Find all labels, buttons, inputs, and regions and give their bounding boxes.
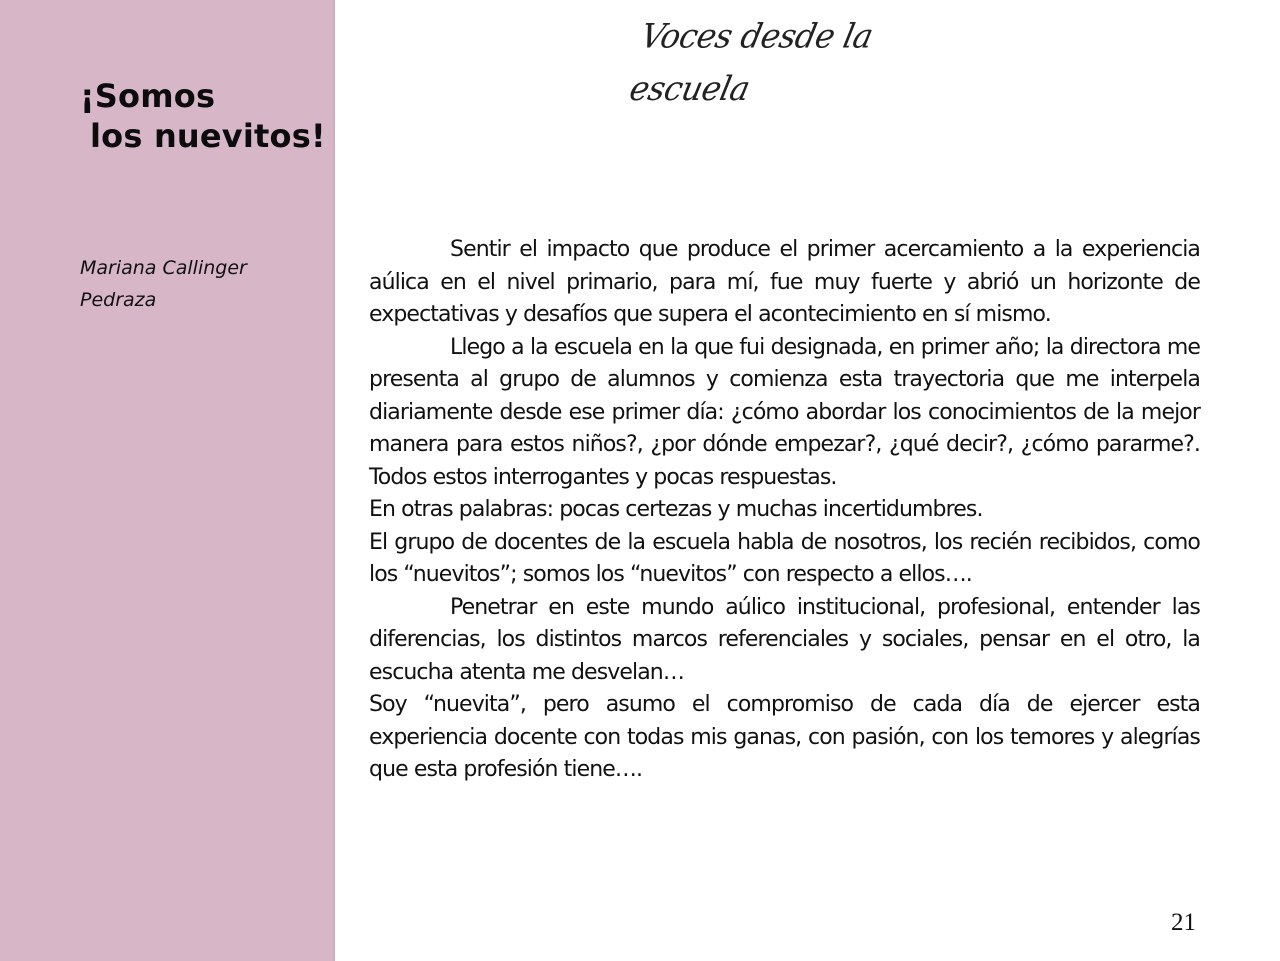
paragraph: Soy “nuevita”, pero asumo el compromiso de cada día de ejercer esta experiencia docente con todas mis ganas, con pasión, con los temores y alegrías que esta profesión tiene…. xyxy=(369,692,1200,782)
article-body xyxy=(369,234,1200,787)
paragraph: En otras palabras: pocas certezas y muchas incertidumbres. xyxy=(369,497,983,522)
paragraph: Llego a la escuela en la que fui designada, en primer año; la directora me presenta al grupo de alumnos y comienza esta trayectoria que me interpela diariamente desde ese primer día: ¿cómo abordar los conocimientos de la mejor manera para estos niños?, ¿por dónde empezar?, ¿qué decir?, ¿cómo pararme?. Todos estos interrogantes y pocas respuestas. xyxy=(369,334,1200,490)
author-name xyxy=(80,252,247,316)
article-title-line-2: los nuevitos! xyxy=(90,117,326,155)
paragraph: Penetrar en este mundo aúlico institucional, profesional, entender las diferencias, los distintos marcos referenciales y sociales, pensar en el otro, la escucha atenta me desvelan… xyxy=(369,594,1200,685)
author-name-line-1: Mariana Callinger xyxy=(80,257,247,279)
author-name-line-2: Pedraza xyxy=(80,289,157,311)
running-head: Voces desde la escuela xyxy=(626,15,877,109)
article-title-line-1: ¡Somos xyxy=(80,77,216,115)
paragraph: Sentir el impacto que produce el primer acercamiento a la experiencia aúlica en el nivel primario, para mí, fue muy fuerte y abrió un horizonte de expectativas y desafíos que supera el acontecimiento en sí mismo. xyxy=(369,237,1200,327)
article-title xyxy=(80,76,326,156)
paragraph: El grupo de docentes de la escuela habla de nosotros, los recién recibidos, como los “nuevitos”; somos los “nuevitos” con respecto a ellos…. xyxy=(369,529,1200,587)
sidebar-panel xyxy=(0,0,335,961)
page-number: 21 xyxy=(1171,909,1196,936)
